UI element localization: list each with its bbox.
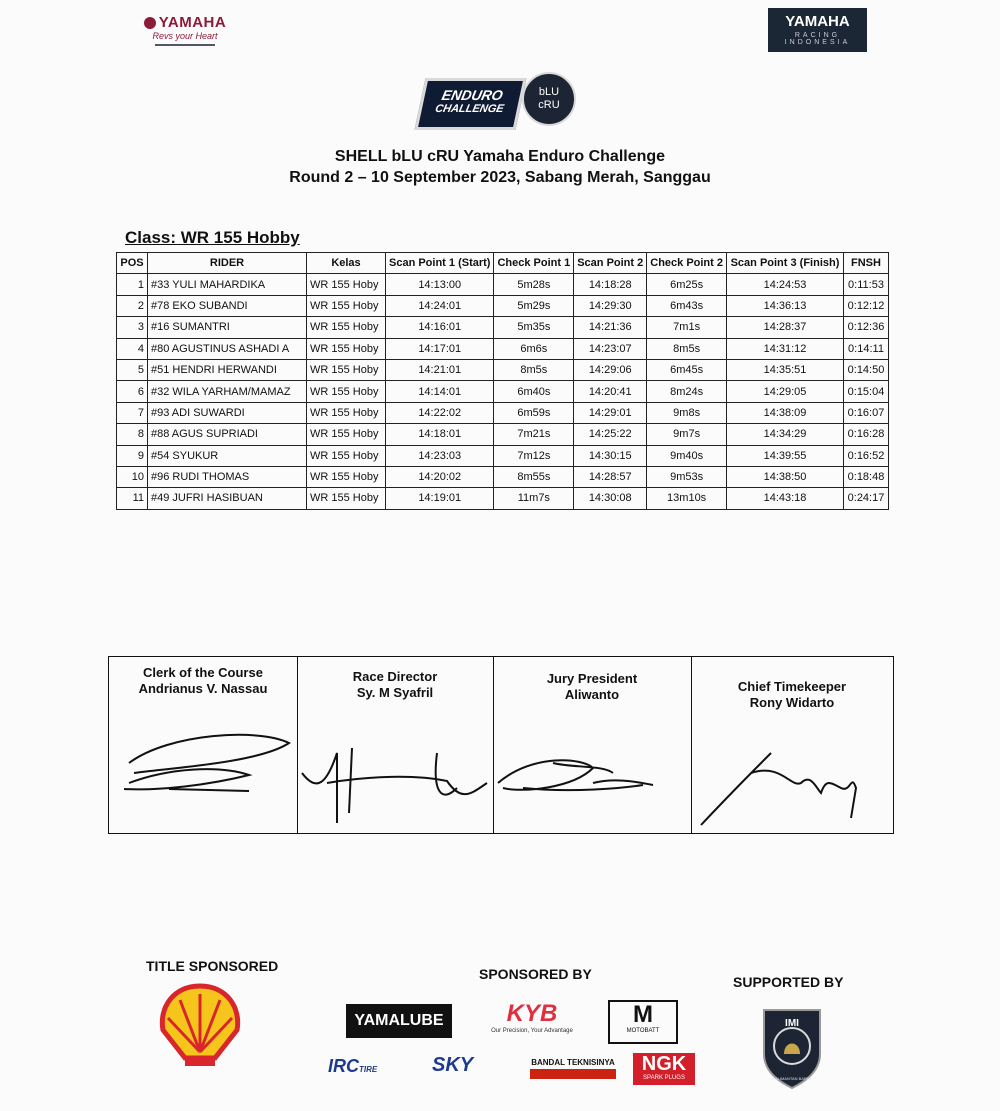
cell-scan-point-1: 14:21:01 bbox=[386, 359, 494, 380]
cell-rider: #32 WILA YARHAM/MAMAZ bbox=[148, 381, 307, 402]
cell-scan-point-2: 14:30:08 bbox=[574, 488, 647, 509]
cell-pos: 3 bbox=[117, 317, 148, 338]
cell-check-point-1: 7m12s bbox=[494, 445, 574, 466]
imi-text: IMI bbox=[785, 1018, 799, 1029]
table-row bbox=[117, 317, 889, 338]
cell-check-point-2: 9m53s bbox=[647, 466, 727, 487]
table-row bbox=[117, 402, 889, 423]
cell-check-point-2: 7m1s bbox=[647, 317, 727, 338]
irc-sub: TIRE bbox=[359, 1065, 378, 1074]
cell-check-point-2: 9m40s bbox=[647, 445, 727, 466]
cell-kelas: WR 155 Hoby bbox=[307, 359, 386, 380]
cell-check-point-2: 13m10s bbox=[647, 488, 727, 509]
clerk-signature-icon bbox=[109, 693, 297, 833]
cell-pos: 8 bbox=[117, 424, 148, 445]
cell-check-point-1: 7m21s bbox=[494, 424, 574, 445]
cell-fnsh: 0:14:11 bbox=[844, 338, 889, 359]
cell-scan-point-1: 14:20:02 bbox=[386, 466, 494, 487]
cell-rider: #51 HENDRI HERWANDI bbox=[148, 359, 307, 380]
cell-pos: 4 bbox=[117, 338, 148, 359]
ngk-logo bbox=[633, 1053, 695, 1085]
cell-pos: 5 bbox=[117, 359, 148, 380]
cell-fnsh: 0:15:04 bbox=[844, 381, 889, 402]
cell-rider: #54 SYUKUR bbox=[148, 445, 307, 466]
signature-block bbox=[108, 656, 894, 834]
race-director-signature-icon bbox=[297, 693, 493, 833]
col-scan-point-3: Scan Point 3 (Finish) bbox=[727, 253, 844, 274]
challenge-text: CHALLENGE bbox=[433, 103, 505, 115]
table-row bbox=[117, 466, 889, 487]
cell-kelas: WR 155 Hoby bbox=[307, 317, 386, 338]
cell-pos: 7 bbox=[117, 402, 148, 423]
table-header-row bbox=[117, 253, 889, 274]
cell-fnsh: 0:16:28 bbox=[844, 424, 889, 445]
cell-scan-point-2: 14:29:30 bbox=[574, 295, 647, 316]
cell-check-point-1: 5m28s bbox=[494, 274, 574, 295]
cell-kelas: WR 155 Hoby bbox=[307, 295, 386, 316]
cell-fnsh: 0:12:36 bbox=[844, 317, 889, 338]
cell-fnsh: 0:18:48 bbox=[844, 466, 889, 487]
col-check-point-2: Check Point 2 bbox=[647, 253, 727, 274]
cell-scan-point-1: 14:19:01 bbox=[386, 488, 494, 509]
supported-by-heading: SUPPORTED BY bbox=[733, 974, 844, 990]
yamaha-racing-brand: YAMAHA bbox=[785, 13, 850, 30]
bandal-text: BANDAL TEKNISINYA bbox=[531, 1058, 615, 1067]
yamaha-logo-underline bbox=[155, 44, 215, 46]
motobatt-text: MOTOBATT bbox=[626, 1028, 660, 1034]
table-row bbox=[117, 338, 889, 359]
table-row bbox=[117, 359, 889, 380]
cell-scan-point-1: 14:13:00 bbox=[386, 274, 494, 295]
cell-kelas: WR 155 Hoby bbox=[307, 274, 386, 295]
signature-clerk bbox=[109, 657, 298, 833]
class-label: Class: WR 155 Hobby bbox=[125, 228, 300, 247]
cell-scan-point-3: 14:38:50 bbox=[727, 466, 844, 487]
cell-rider: #88 AGUS SUPRIADI bbox=[148, 424, 307, 445]
cell-pos: 1 bbox=[117, 274, 148, 295]
yamaha-racing-logo bbox=[768, 8, 867, 52]
cell-scan-point-1: 14:14:01 bbox=[386, 381, 494, 402]
yamaha-logo-left bbox=[140, 14, 230, 62]
yamaha-tuning-fork-icon bbox=[144, 17, 156, 29]
cell-scan-point-3: 14:43:18 bbox=[727, 488, 844, 509]
kyb-tagline: Our Precision, Your Advantage bbox=[491, 1028, 573, 1034]
enduro-challenge-logo bbox=[420, 66, 580, 136]
cell-rider: #78 EKO SUBANDI bbox=[148, 295, 307, 316]
cell-check-point-1: 6m59s bbox=[494, 402, 574, 423]
cell-scan-point-1: 14:16:01 bbox=[386, 317, 494, 338]
irc-text: IRC bbox=[328, 1056, 359, 1076]
yamaha-racing-sub: RACING INDONESIA bbox=[784, 32, 851, 46]
cell-check-point-1: 8m55s bbox=[494, 466, 574, 487]
cell-scan-point-1: 14:24:01 bbox=[386, 295, 494, 316]
kyb-logo bbox=[478, 1000, 586, 1044]
cell-rider: #16 SUMANTRI bbox=[148, 317, 307, 338]
cell-scan-point-2: 14:29:06 bbox=[574, 359, 647, 380]
signature-jury-president bbox=[493, 657, 692, 833]
cell-rider: #93 ADI SUWARDI bbox=[148, 402, 307, 423]
document-subtitle: Round 2 – 10 September 2023, Sabang Merah, Sanggau bbox=[289, 169, 711, 186]
signature-race-director bbox=[297, 657, 494, 833]
motobatt-logo bbox=[608, 1000, 678, 1044]
col-fnsh: FNSH bbox=[844, 253, 889, 274]
chief-timekeeper-signature-icon bbox=[691, 693, 893, 833]
table-row bbox=[117, 424, 889, 445]
cell-pos: 9 bbox=[117, 445, 148, 466]
cell-scan-point-3: 14:39:55 bbox=[727, 445, 844, 466]
signature-name: Andrianus V. Nassau bbox=[138, 681, 268, 696]
col-check-point-1: Check Point 1 bbox=[494, 253, 574, 274]
cell-kelas: WR 155 Hoby bbox=[307, 488, 386, 509]
cell-scan-point-2: 14:18:28 bbox=[574, 274, 647, 295]
cell-scan-point-2: 14:30:15 bbox=[574, 445, 647, 466]
jury-president-signature-icon bbox=[493, 693, 691, 833]
imi-shield-icon bbox=[760, 1004, 824, 1090]
cell-check-point-2: 8m24s bbox=[647, 381, 727, 402]
cell-check-point-1: 6m6s bbox=[494, 338, 574, 359]
cell-scan-point-2: 14:21:36 bbox=[574, 317, 647, 338]
cell-pos: 2 bbox=[117, 295, 148, 316]
cell-fnsh: 0:16:52 bbox=[844, 445, 889, 466]
document-title: SHELL bLU cRU Yamaha Enduro Challenge bbox=[334, 148, 666, 165]
col-scan-point-1: Scan Point 1 (Start) bbox=[386, 253, 494, 274]
yamaha-brand-text: YAMAHA bbox=[158, 14, 227, 31]
cell-check-point-2: 8m5s bbox=[647, 338, 727, 359]
table-row bbox=[117, 295, 889, 316]
cell-scan-point-3: 14:31:12 bbox=[727, 338, 844, 359]
cell-kelas: WR 155 Hoby bbox=[307, 402, 386, 423]
signature-chief-timekeeper bbox=[691, 657, 893, 833]
cell-scan-point-3: 14:24:53 bbox=[727, 274, 844, 295]
cell-scan-point-1: 14:23:03 bbox=[386, 445, 494, 466]
cell-check-point-2: 9m7s bbox=[647, 424, 727, 445]
table-row bbox=[117, 445, 889, 466]
yamalube-logo: YAMALUBE bbox=[346, 1004, 452, 1038]
cru-text: cRU bbox=[538, 99, 560, 111]
bandal-bar bbox=[530, 1069, 616, 1079]
cell-fnsh: 0:24:17 bbox=[844, 488, 889, 509]
cell-scan-point-3: 14:28:37 bbox=[727, 317, 844, 338]
cell-scan-point-1: 14:17:01 bbox=[386, 338, 494, 359]
cell-scan-point-3: 14:29:05 bbox=[727, 381, 844, 402]
cell-scan-point-3: 14:38:09 bbox=[727, 402, 844, 423]
table-row bbox=[117, 488, 889, 509]
cell-kelas: WR 155 Hoby bbox=[307, 466, 386, 487]
bandal-logo bbox=[530, 1058, 616, 1088]
ngk-text: NGK bbox=[641, 1053, 687, 1075]
cell-rider: #80 AGUSTINUS ASHADI A bbox=[148, 338, 307, 359]
cell-scan-point-2: 14:25:22 bbox=[574, 424, 647, 445]
cell-fnsh: 0:11:53 bbox=[844, 274, 889, 295]
col-scan-point-2: Scan Point 2 bbox=[574, 253, 647, 274]
table-row bbox=[117, 381, 889, 402]
cell-scan-point-2: 14:28:57 bbox=[574, 466, 647, 487]
cell-rider: #49 JUFRI HASIBUAN bbox=[148, 488, 307, 509]
title-sponsored-heading: TITLE SPONSORED bbox=[146, 958, 279, 974]
signature-role: Race Director bbox=[352, 669, 438, 684]
cell-check-point-2: 6m45s bbox=[647, 359, 727, 380]
cell-rider: #96 RUDI THOMAS bbox=[148, 466, 307, 487]
blu-text: bLU bbox=[538, 86, 560, 98]
blu-cru-badge bbox=[522, 72, 576, 126]
signature-role: Clerk of the Course bbox=[143, 665, 263, 680]
signature-name: Rony Widarto bbox=[749, 695, 835, 710]
cell-pos: 6 bbox=[117, 381, 148, 402]
cell-kelas: WR 155 Hoby bbox=[307, 445, 386, 466]
cell-check-point-1: 5m29s bbox=[494, 295, 574, 316]
cell-scan-point-1: 14:22:02 bbox=[386, 402, 494, 423]
cell-check-point-1: 6m40s bbox=[494, 381, 574, 402]
motobatt-mark: M bbox=[633, 1001, 653, 1028]
table-row bbox=[117, 274, 889, 295]
kyb-text: KYB bbox=[506, 1000, 558, 1027]
cell-check-point-2: 9m8s bbox=[647, 402, 727, 423]
irc-tire-logo bbox=[328, 1056, 404, 1078]
cell-rider: #33 YULI MAHARDIKA bbox=[148, 274, 307, 295]
yamaha-slogan: Revs your Heart bbox=[152, 31, 218, 41]
cell-check-point-1: 5m35s bbox=[494, 317, 574, 338]
cell-scan-point-3: 14:34:29 bbox=[727, 424, 844, 445]
sponsored-by-heading: SPONSORED BY bbox=[479, 966, 592, 982]
results-table bbox=[116, 252, 889, 510]
sky-logo: SKY bbox=[432, 1054, 474, 1076]
cell-check-point-1: 8m5s bbox=[494, 359, 574, 380]
enduro-text: ENDURO bbox=[440, 87, 505, 103]
cell-fnsh: 0:16:07 bbox=[844, 402, 889, 423]
cell-check-point-2: 6m43s bbox=[647, 295, 727, 316]
cell-scan-point-2: 14:20:41 bbox=[574, 381, 647, 402]
signature-role: Chief Timekeeper bbox=[737, 679, 847, 694]
enduro-badge bbox=[414, 78, 526, 130]
cell-kelas: WR 155 Hoby bbox=[307, 381, 386, 402]
cell-kelas: WR 155 Hoby bbox=[307, 338, 386, 359]
cell-scan-point-2: 14:29:01 bbox=[574, 402, 647, 423]
cell-scan-point-1: 14:18:01 bbox=[386, 424, 494, 445]
cell-fnsh: 0:14:50 bbox=[844, 359, 889, 380]
col-kelas: Kelas bbox=[307, 253, 386, 274]
col-pos: POS bbox=[117, 253, 148, 274]
cell-scan-point-2: 14:23:07 bbox=[574, 338, 647, 359]
imi-ring-text: KALIMANTAN BARAT bbox=[772, 1076, 812, 1081]
cell-scan-point-3: 14:36:13 bbox=[727, 295, 844, 316]
cell-pos: 10 bbox=[117, 466, 148, 487]
cell-check-point-1: 11m7s bbox=[494, 488, 574, 509]
cell-pos: 11 bbox=[117, 488, 148, 509]
cell-kelas: WR 155 Hoby bbox=[307, 424, 386, 445]
signature-name: Aliwanto bbox=[564, 687, 620, 702]
col-rider: RIDER bbox=[148, 253, 307, 274]
cell-fnsh: 0:12:12 bbox=[844, 295, 889, 316]
ngk-sub: SPARK PLUGS bbox=[643, 1075, 685, 1081]
signature-name: Sy. M Syafril bbox=[356, 685, 434, 700]
signature-role: Jury President bbox=[546, 671, 638, 686]
cell-check-point-2: 6m25s bbox=[647, 274, 727, 295]
cell-scan-point-3: 14:35:51 bbox=[727, 359, 844, 380]
shell-logo-icon bbox=[155, 982, 245, 1070]
